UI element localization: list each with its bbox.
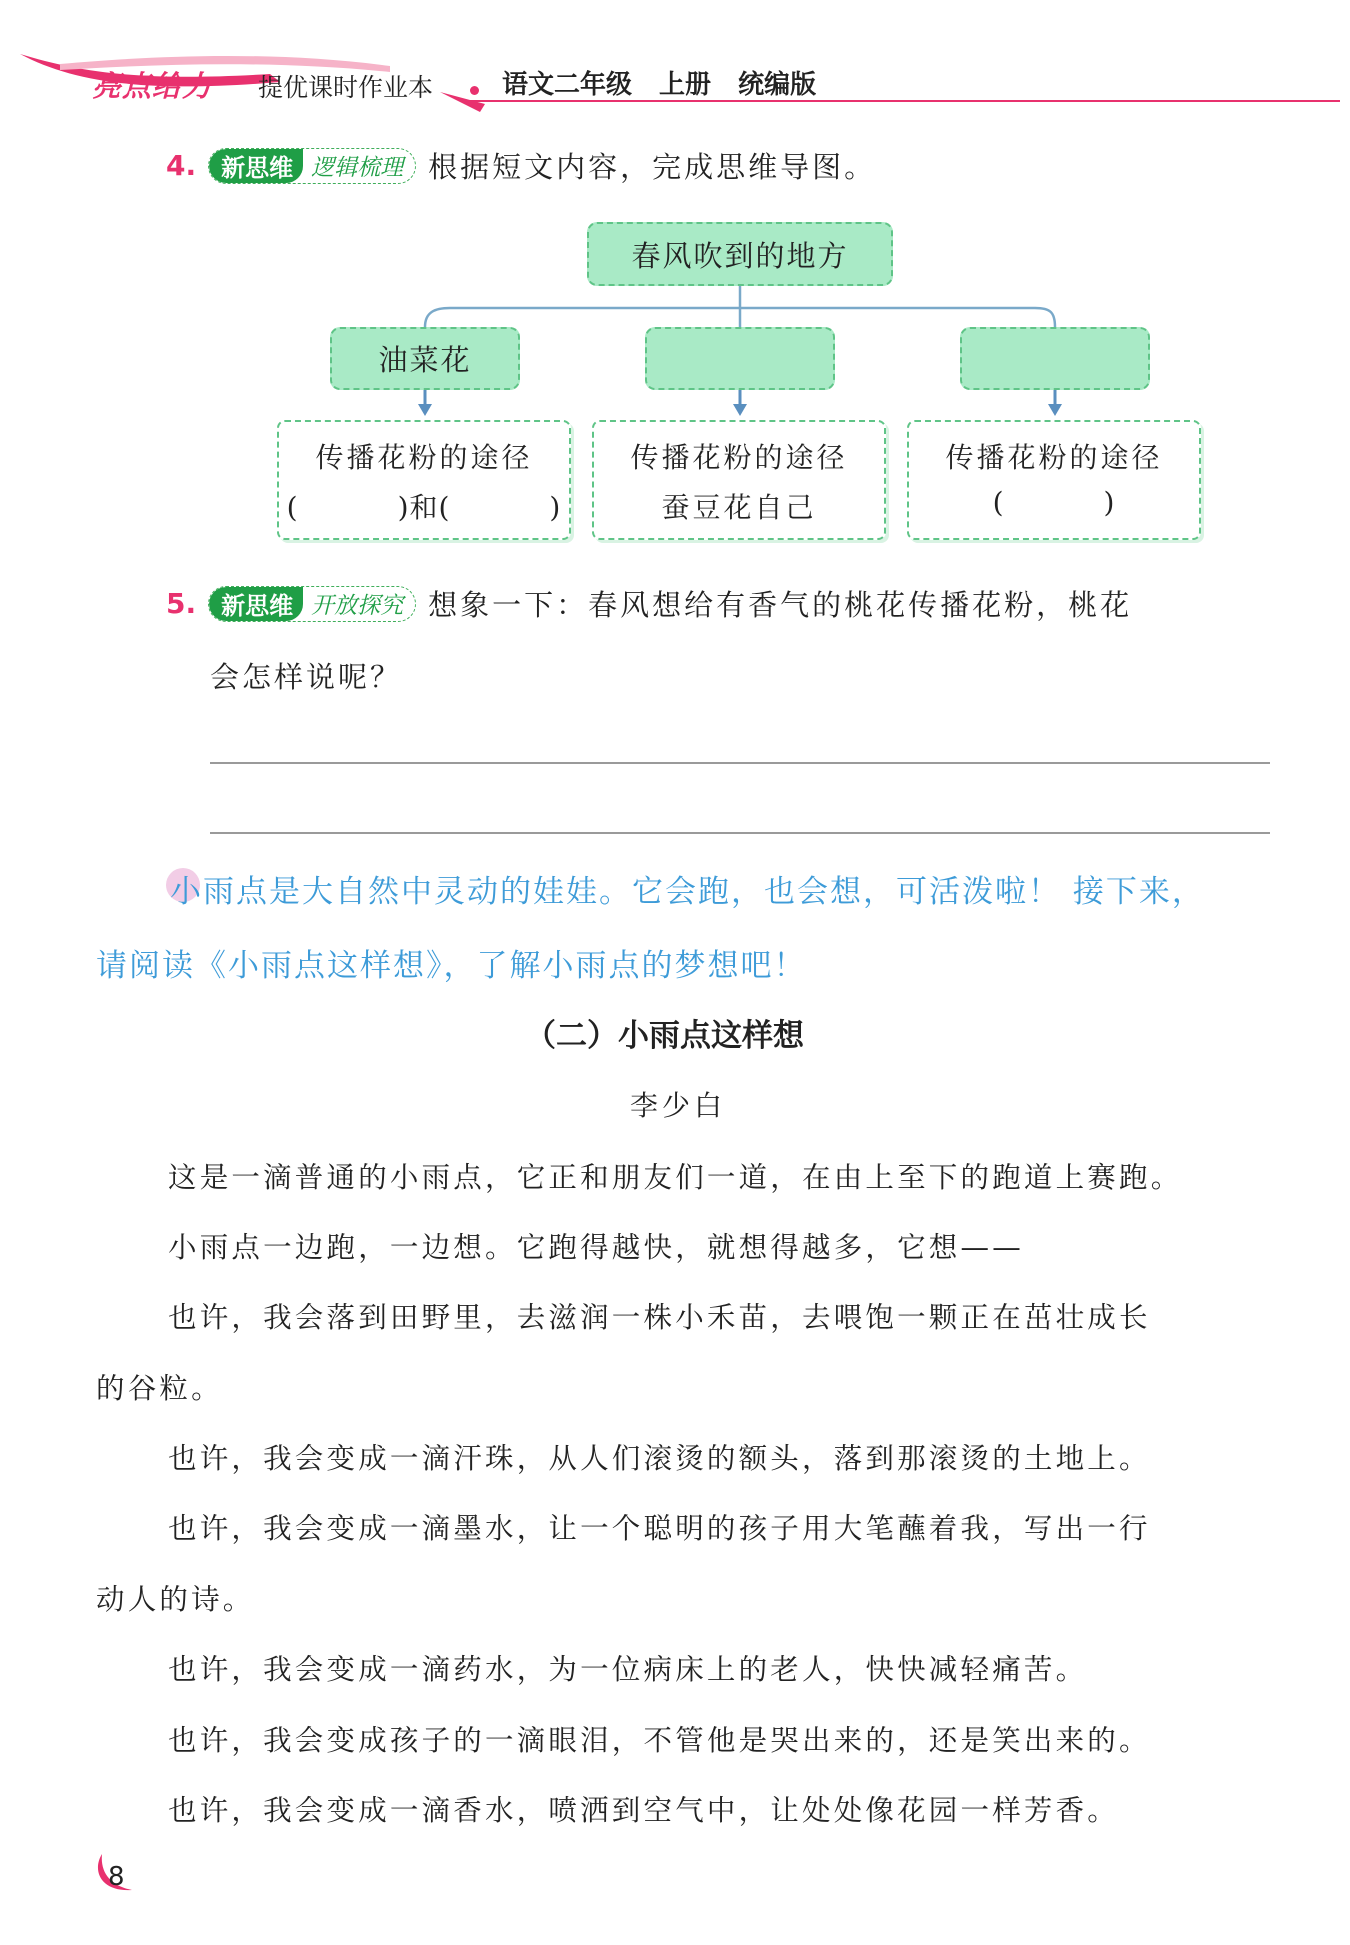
question-text: 根据短文内容，完成思维导图。 xyxy=(428,150,877,184)
tag-secondary: 逻辑梳理 xyxy=(311,155,404,181)
path-box-1[interactable] xyxy=(277,420,571,540)
mind-map-branch-2[interactable] xyxy=(645,327,835,390)
question-text-line-2: 会怎样说呢？ xyxy=(210,660,403,694)
path-box-blank: ( )和( ) xyxy=(286,491,562,524)
brand-logo: 亮点给力 xyxy=(92,69,213,103)
subject-info: 语文二年级 上册 统编版 xyxy=(502,70,817,100)
question-number: 4. xyxy=(166,149,197,182)
paragraph-4: 也许，我会变成一滴汗珠，从人们滚烫的额头，落到那滚烫的土地上。 xyxy=(168,1442,1151,1475)
tag-primary: 新思维 xyxy=(209,149,303,183)
mind-map-root: 春风吹到的地方 xyxy=(587,222,893,286)
paragraph-7: 也许，我会变成孩子的一滴眼泪，不管他是哭出来的，还是笑出来的。 xyxy=(168,1724,1151,1757)
tag-secondary: 开放探究 xyxy=(311,593,404,619)
question-5 xyxy=(166,583,1132,624)
article-author: 李少白 xyxy=(630,1089,727,1122)
mind-map-branch-3[interactable] xyxy=(960,327,1150,390)
path-box-blank: ( ) xyxy=(992,486,1116,519)
path-box-2 xyxy=(592,420,886,540)
paragraph-3-cont: 的谷粒。 xyxy=(96,1372,223,1405)
question-text-line-1: 想象一下：春风想给有香气的桃花传播花粉，桃花 xyxy=(428,588,1133,622)
path-box-answer: 蚕豆花自己 xyxy=(661,491,817,524)
paragraph-5: 也许，我会变成一滴墨水，让一个聪明的孩子用大笔蘸着我，写出一行 xyxy=(168,1512,1151,1545)
paragraph-5-cont: 动人的诗。 xyxy=(96,1583,255,1616)
intro-line-1: 小雨点是大自然中灵动的娃娃。它会跑，也会想，可活泼啦！ 接下来， xyxy=(170,874,1205,910)
paragraph-3: 也许，我会落到田野里，去滋润一株小禾苗，去喂饱一颗正在茁壮成长 xyxy=(168,1301,1151,1334)
path-box-label: 传播花粉的途径 xyxy=(630,441,848,474)
mind-map-branch-1: 油菜花 xyxy=(330,327,520,390)
path-box-label: 传播花粉的途径 xyxy=(315,441,533,474)
paragraph-6: 也许，我会变成一滴药水，为一位病床上的老人，快快减轻痛苦。 xyxy=(168,1653,1088,1686)
answer-line-1[interactable] xyxy=(210,762,1270,764)
paragraph-1: 这是一滴普通的小雨点，它正和朋友们一道，在由上至下的跑道上赛跑。 xyxy=(168,1161,1183,1194)
article-title: （二）小雨点这样想 xyxy=(525,1018,804,1054)
tag-primary: 新思维 xyxy=(209,587,303,621)
question-tag xyxy=(208,586,416,622)
path-box-label: 传播花粉的途径 xyxy=(945,441,1163,474)
paragraph-2: 小雨点一边跑，一边想。它跑得越快，就想得越多，它想—— xyxy=(168,1231,1024,1264)
paragraph-8: 也许，我会变成一滴香水，喷洒到空气中，让处处像花园一样芳香。 xyxy=(168,1794,1120,1827)
path-box-3[interactable] xyxy=(907,420,1201,540)
answer-line-2[interactable] xyxy=(210,832,1270,834)
intro-line-2: 请阅读《小雨点这样想》，了解小雨点的梦想吧！ xyxy=(96,948,807,984)
page-number: 8 xyxy=(108,1862,125,1892)
question-number: 5. xyxy=(166,587,197,620)
series-title: 提优课时作业本 xyxy=(258,73,434,102)
